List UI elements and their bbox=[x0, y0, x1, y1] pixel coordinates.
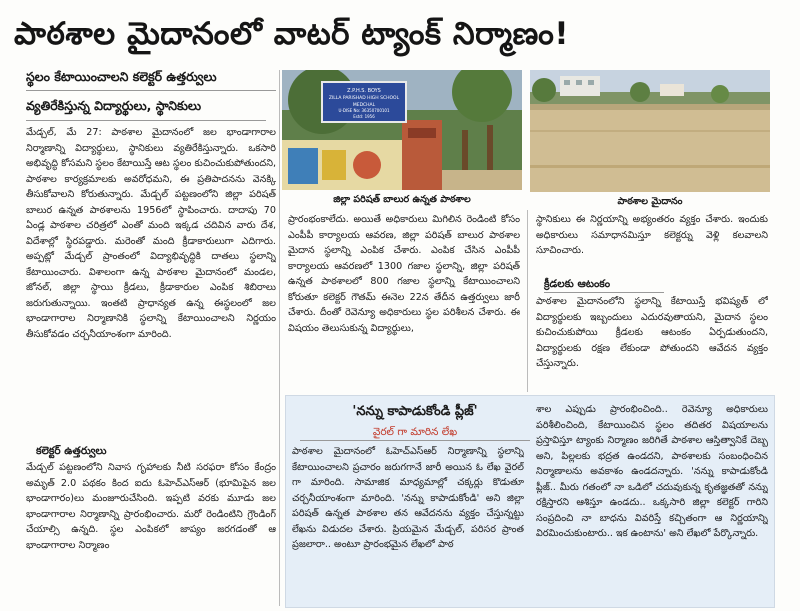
body-column-2 bbox=[288, 212, 520, 390]
school-building-photo bbox=[282, 70, 522, 190]
school-ground-photo bbox=[530, 70, 770, 192]
sign-line: U-DISE No: 36350700101 bbox=[338, 108, 390, 113]
body-paragraph: శాల ఎప్పుడు ప్రారంభించింది.. రెవెన్యూ అధికారులు పరిశీలించింది, కేటాయించిన స్థలం తదితర విషయాలను ప్రస్తావిస్తూ ట్యాంకు నిర్మాణం జరిగితే పాఠశాల ఆస్తిత్వానికే దెబ్బ అని, పిల్లలకు భద్రత ఉండదని, పాఠశాలకు సంబంధించిన నిర్మాణాలను అవకాశం ఉండదన్నారు. 'నన్ను కాపాడుకోండి ప్లీజ్.. మీరు గతంలో నా ఒడిలో చదువుకున్న కృతజ్ఞతతో నన్ను రక్షిస్తారని ఆశిస్తూ ఉండదు.. ఒక్కసారి జిల్లా కలెక్టర్ గారిని సంప్రదించి నా బాధను వివరిస్తే కచ్చితంగా ఆ నిర్ణయాన్ని విరమించుకుంటారు.. ఇక ఉంటాను' అని లేఖలో పేర్కొన్నారు. bbox=[536, 404, 768, 539]
body-paragraph: స్థానికులు ఈ నిర్ణయాన్ని అభ్యంతరం వ్యక్తం చేశారు. ఇందుకు అధికారులు సమాధానమిస్తూ కలెక్టర్ను వెళ్లి కలవాలని సూచించారు. bbox=[536, 214, 768, 256]
school-photo-art bbox=[282, 70, 522, 190]
body-paragraph: పాఠశాల మైదానంలోని స్థలాన్ని కేటాయిస్తే భవిష్యత్ లో విద్యార్థులకు ఇబ్బందులు ఎదురవుతాయని, మైదాన స్థలం కుచించుకుపోయి క్రీడలకు ఆటంకం ఏర్పడుతుందని, విద్యార్థులకు రక్షణ లేకుండా పోతుందని ఆవేదన వ్యక్తం చేస్తున్నారు. bbox=[536, 296, 768, 369]
deck-line-2: వ్యతిరేకిస్తున్న విద్యార్థులు, స్థానికులు bbox=[26, 92, 266, 121]
sign-line: MEDCHAL bbox=[352, 103, 376, 108]
sidebar-box-column-right bbox=[536, 402, 768, 604]
subhead-collector-orders: కలెక్టర్ ఉత్తర్వులు bbox=[36, 445, 107, 457]
photo-caption-school: జిల్లా పరిషత్ బాలుర ఉన్నత పాఠశాల bbox=[333, 194, 471, 205]
photo-caption-ground: పాఠశాల మైదానం bbox=[617, 196, 683, 207]
sidebar-box-title: 'నన్ను కాపాడుకోండి ప్లీజ్' bbox=[352, 404, 478, 419]
body-column-3-continued bbox=[536, 294, 768, 390]
sign-line: Estd: 1956 bbox=[353, 114, 375, 119]
article-headline: పాఠశాల మైదానంలో వాటర్ ట్యాంక్ నిర్మాణం! bbox=[14, 16, 570, 52]
sidebar-box-subtitle: వైరల్ గా మారిన లేఖ bbox=[300, 424, 530, 441]
body-paragraph: మేడ్చల్ పట్టణంలోని నివాస గృహాలకు నీటి సరఫరా కోసం కేంద్రం అమృత్ 2.0 పథకం కింద ఐదు ఓహెచ్ఎస్ఆర్ (భూమిపైన జల భాండాగారం)లు మంజూరుచేసింది. ఇప్పటి వరకు మూడు జల భాండాగారాల నిర్మాణాన్ని ప్రారంభించారు. మరో రెండింటిని గ్రౌండింగ్ చేయాల్సి ఉన్నది. స్థల ఎంపికలో జాప్యం జరగడంతో ఆ భాండాగారాల నిర్మాణం bbox=[26, 462, 276, 551]
body-column-3 bbox=[536, 212, 768, 274]
column-divider bbox=[527, 210, 528, 392]
sign-line: ZILLA PARISHAD HIGH SCHOOL bbox=[328, 96, 400, 101]
sign-line: Z.P.H.S. BOYS bbox=[347, 88, 381, 94]
body-column-1 bbox=[26, 125, 276, 445]
ground-photo-art bbox=[530, 70, 770, 192]
body-paragraph: ప్రారంభంకాలేదు. అయితే అధికారులు మిగిలిన రెండింటి కోసం ఎంపీపీ కార్యాలయ ఆవరణ, జిల్లా పరిషత్ బాలుర పాఠశాల మైదాన స్థలాన్ని ఎంపిక చేశారు. ఎంపిక చేసిన ఎంపీపీ కార్యాలయ ఆవరణలో 1300 గజాల స్థలాన్ని, జిల్లా పరిషత్ ఉన్నత పాఠశాలలో 800 గజాల స్థలాన్ని కేటాయించాలని కోరుతూ కలెక్టర్ గౌతమ్ ఈనెల 22న తేదీన ఉత్తర్వులు జారీ చేశారు. దీంతో రెవెన్యూ అధికారులు స్థల పరిశీలన చేశారు. ఈ విషయం తెలుసుకున్న విద్యార్థులు, bbox=[288, 214, 520, 334]
column-divider bbox=[279, 70, 280, 606]
body-column-1-continued bbox=[26, 460, 276, 608]
body-paragraph: మేడ్చల్, మే 27: పాఠశాల మైదానంలో జల భాండాగారాల నిర్మాణాన్ని విద్యార్థులు, స్థానికులు వ్యతిరేకిస్తున్నారు. ఒకసారి అభివృద్ధి కోసమని స్థలం కేటాయిస్తే ఆట స్థలం కుచించుకుపోతుందని, పాఠశాల కార్యక్రమాలకు అవరోధమని, ఈ ప్రతిపాదనను వెనక్కి తీసుకోవాలని కోరుతున్నారు. మేడ్చల్ పట్టణంలోని జిల్లా పరిషత్ బాలుర ఉన్నత పాఠశాలను 1956లో స్థాపించారు. దాదాపు 70 ఏండ్ల పాఠశాల చరిత్రలో ఎంతో మంది ఇక్కడ చదివిన వారు దేశ, విదేశాల్లో స్థిరపడ్డారు. మరెంతో మంది క్రీడాకారులుగా ఎదిగారు. అప్పట్లో మేడ్చల్ ప్రాంతంలో విద్యాభివృద్ధికి దాతలు స్థలాన్ని కేటాయించారు. విశాలంగా ఉన్న పాఠశాల మైదానంలో మండల, జోనల్, జిల్లా స్థాయి క్రీడలు, క్రీడాకారుల ఎంపిక శిబిరాలు జరుగుతున్నాయి. ఇంతటి ప్రాధాన్యత ఉన్న ఈస్థలంలో జల భాండాగారాల నిర్మాణానికి స్థలాన్ని కేటాయించాలని నిర్ణయం తీసుకోవడం చర్చనీయాంశంగా మారింది. bbox=[26, 127, 276, 340]
deck-line-1: స్థలం కేటాయించాలని కలెక్టర్ ఉత్తర్వులు bbox=[26, 64, 276, 91]
body-paragraph: పాఠశాల మైదానంలో ఓహెచ్ఎస్ఆర్ నిర్మాణాన్ని స్థలాన్ని కేటాయించాలని ప్రచారం జరుగగానే జారీ అయిన ఓ లేఖ వైరల్ గా మారింది. సామాజిక మాధ్యమాల్లో చక్కర్లు కొడుతూ చర్చనీయాంశంగా మారింది. 'నన్ను కాపాడుకోండి' అని జిల్లా పరిషత్ ఉన్నత పాఠశాల తన ఆవేదనను వ్యక్తం చేస్తున్నట్టు లేఖను విడుదల చేశారు. ప్రియమైన మేడ్చల్, పరిసర ప్రాంత ప్రజలారా.. అంటూ ప్రారంభమైన లేఖలో పాఠ bbox=[292, 446, 524, 550]
subhead-sports-hindrance: క్రీడలకు ఆటంకం bbox=[544, 276, 664, 293]
sidebar-box-column-left bbox=[292, 444, 524, 604]
